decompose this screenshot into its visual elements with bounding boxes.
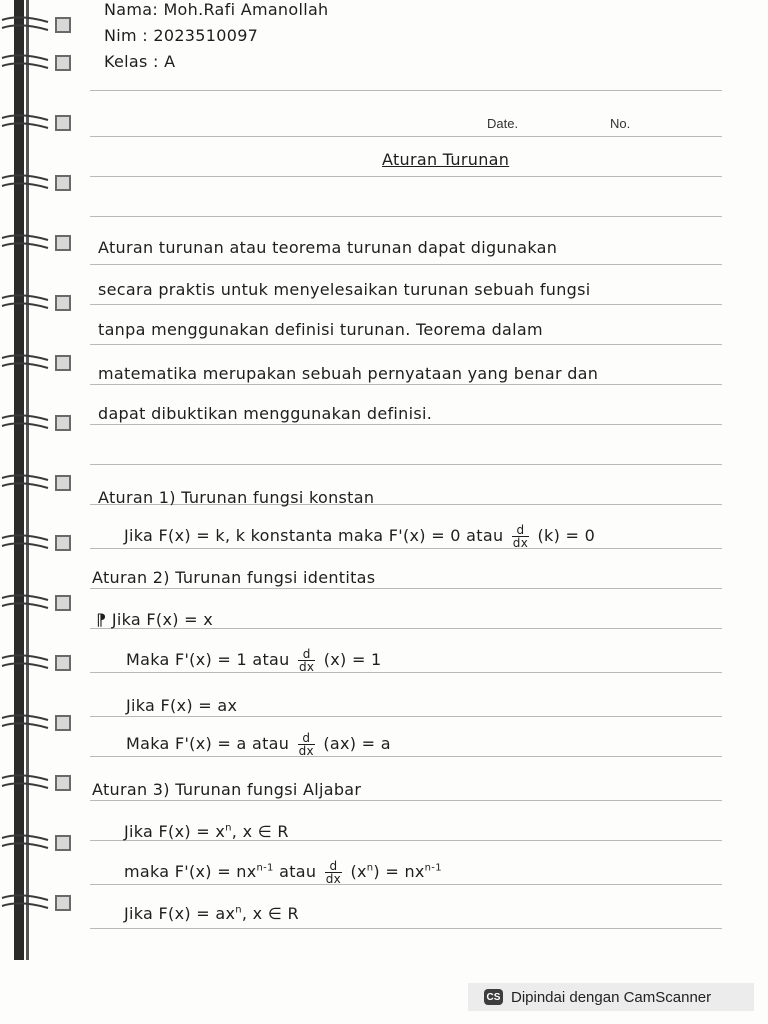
- ruled-line: [90, 136, 722, 137]
- fraction-denominator: dx: [298, 744, 314, 758]
- fraction-denominator: dx: [299, 660, 315, 674]
- formula-text: ) = nx: [373, 862, 425, 881]
- paragraph-line: secara praktis untuk menyelesaikan turunan sebuah fungsi: [98, 280, 591, 299]
- rule-3-case-a: [124, 822, 289, 841]
- spiral-ring: [2, 775, 48, 780]
- exponent: n: [235, 904, 242, 916]
- ruled-line: [90, 464, 722, 465]
- binding-hole: [56, 18, 70, 32]
- ruled-line: [90, 304, 722, 305]
- formula-text: Jika F(x) = x: [111, 610, 214, 629]
- student-nim: Nim : 2023510097: [104, 26, 259, 45]
- spiral-ring: [2, 235, 48, 240]
- binding-hole: [56, 896, 70, 910]
- fraction-denominator: dx: [325, 872, 342, 886]
- spiral-ring: [2, 355, 48, 360]
- ruled-line: [90, 716, 722, 717]
- student-name: Nama: Moh.Rafi Amanollah: [104, 0, 329, 19]
- ruled-line: [90, 344, 722, 345]
- spiral-ring: [2, 783, 48, 788]
- spiral-ring: [2, 715, 48, 720]
- rule-3-heading: Aturan 3) Turunan fungsi Aljabar: [92, 780, 362, 799]
- spiral-ring: [2, 423, 48, 428]
- spiral-ring: [2, 483, 48, 488]
- ruled-line: [90, 800, 722, 801]
- ruled-line: [90, 264, 722, 265]
- spiral-ring: [2, 903, 48, 908]
- spiral-ring: [2, 543, 48, 548]
- exponent: n: [366, 862, 374, 874]
- binding-hole: [56, 716, 70, 730]
- spiral-ring: [2, 835, 48, 840]
- rule-1-formula: [124, 524, 595, 549]
- binding-hole: [56, 176, 70, 190]
- paragraph-line: matematika merupakan sebuah pernyataan yang benar dan: [98, 364, 599, 383]
- date-label: Date.: [487, 116, 519, 131]
- ruled-line: [90, 384, 722, 385]
- formula-text: Maka F'(x) = a atau: [126, 734, 290, 753]
- spiral-ring: [2, 663, 48, 668]
- rule-3-case-b: [124, 904, 299, 923]
- spiral-ring: [2, 17, 48, 22]
- derivative-operator: [298, 732, 315, 757]
- spiral-ring: [2, 535, 48, 540]
- binding-hole: [56, 536, 70, 550]
- spiral-ring: [2, 655, 48, 660]
- formula-text: Maka F'(x) = 1 atau: [126, 650, 290, 669]
- paragraph-line: Aturan turunan atau teorema turunan dapat digunakan: [98, 238, 558, 257]
- binding-hole: [56, 596, 70, 610]
- binding-hole: [56, 236, 70, 250]
- student-class: Kelas : A: [104, 52, 176, 71]
- formula-text: atau: [279, 862, 317, 881]
- binding-hole: [56, 296, 70, 310]
- spiral-ring: [2, 303, 48, 308]
- binding-hole: [56, 656, 70, 670]
- spiral-ring: [2, 595, 48, 600]
- binding-hole: [56, 116, 70, 130]
- spiral-ring: [2, 843, 48, 848]
- spiral-ring: [2, 55, 48, 60]
- fraction-numerator: d: [298, 732, 315, 745]
- spiral-ring: [2, 475, 48, 480]
- spiral-ring: [2, 295, 48, 300]
- spiral-ring: [2, 115, 48, 120]
- spiral-ring: [2, 603, 48, 608]
- rule-2-case-a: [96, 610, 213, 629]
- binding-hole: [56, 56, 70, 70]
- spiral-ring: [2, 243, 48, 248]
- spiral-ring: [2, 363, 48, 368]
- spiral-ring: [2, 175, 48, 180]
- fraction-numerator: d: [325, 860, 342, 873]
- camscanner-watermark: [468, 983, 754, 1011]
- rule-2-case-b: Jika F(x) = ax: [126, 696, 238, 715]
- ruled-line: [90, 588, 722, 589]
- formula-text: , x ∈ R: [241, 904, 299, 923]
- formula-text: (ax) = a: [323, 734, 391, 753]
- camscanner-logo-icon: CS: [484, 989, 503, 1005]
- exponent: n: [225, 822, 232, 834]
- ruled-line: [90, 90, 722, 91]
- spiral-ring: [2, 415, 48, 420]
- formula-text: Jika F(x) = ax: [124, 904, 236, 923]
- spiral-ring: [2, 123, 48, 128]
- bullet-mark: ⁋: [96, 610, 112, 629]
- derivative-operator: [325, 860, 342, 885]
- formula-text: , x ∈ R: [231, 822, 289, 841]
- spiral-ring: [2, 25, 48, 30]
- paragraph-line: dapat dibuktikan menggunakan definisi.: [98, 404, 433, 423]
- exponent: n-1: [424, 862, 442, 874]
- ruled-line: [90, 216, 722, 217]
- binding-hole: [56, 836, 70, 850]
- ruled-line: [90, 424, 722, 425]
- paragraph-line: tanpa menggunakan definisi turunan. Teorema dalam: [98, 320, 543, 339]
- formula-text: Jika F(x) = x: [124, 822, 226, 841]
- fraction-numerator: d: [512, 524, 529, 537]
- watermark-text: Dipindai dengan CamScanner: [511, 988, 712, 1006]
- rule-2-heading: Aturan 2) Turunan fungsi identitas: [92, 568, 376, 587]
- binding-hole: [56, 416, 70, 430]
- page-title: Aturan Turunan: [382, 150, 510, 169]
- fraction-numerator: d: [298, 648, 315, 661]
- number-label: No.: [610, 116, 631, 131]
- formula-text: maka F'(x) = nx: [124, 862, 257, 881]
- formula-text: (x) = 1: [323, 650, 382, 669]
- formula-text: Jika F(x) = k, k konstanta maka F'(x) = 0 atau: [124, 526, 504, 545]
- derivative-operator: [298, 648, 315, 673]
- spiral-ring: [2, 63, 48, 68]
- spiral-ring: [2, 183, 48, 188]
- rule-2-case-b-result: [126, 732, 391, 757]
- rule-2-case-a-result: [126, 648, 382, 673]
- spiral-ring: [2, 723, 48, 728]
- fraction-denominator: dx: [512, 536, 529, 550]
- ruled-line: [90, 176, 722, 177]
- exponent: n-1: [256, 862, 274, 874]
- binding-hole: [56, 776, 70, 790]
- ruled-line: [90, 928, 722, 929]
- rule-1-heading: Aturan 1) Turunan fungsi konstan: [98, 488, 375, 507]
- spiral-ring: [2, 895, 48, 900]
- binding-hole: [56, 356, 70, 370]
- formula-text: (x: [350, 862, 367, 881]
- derivative-operator: [512, 524, 529, 549]
- binding-hole: [56, 476, 70, 490]
- formula-text: (k) = 0: [537, 526, 596, 545]
- rule-3-case-a-result: [124, 860, 442, 885]
